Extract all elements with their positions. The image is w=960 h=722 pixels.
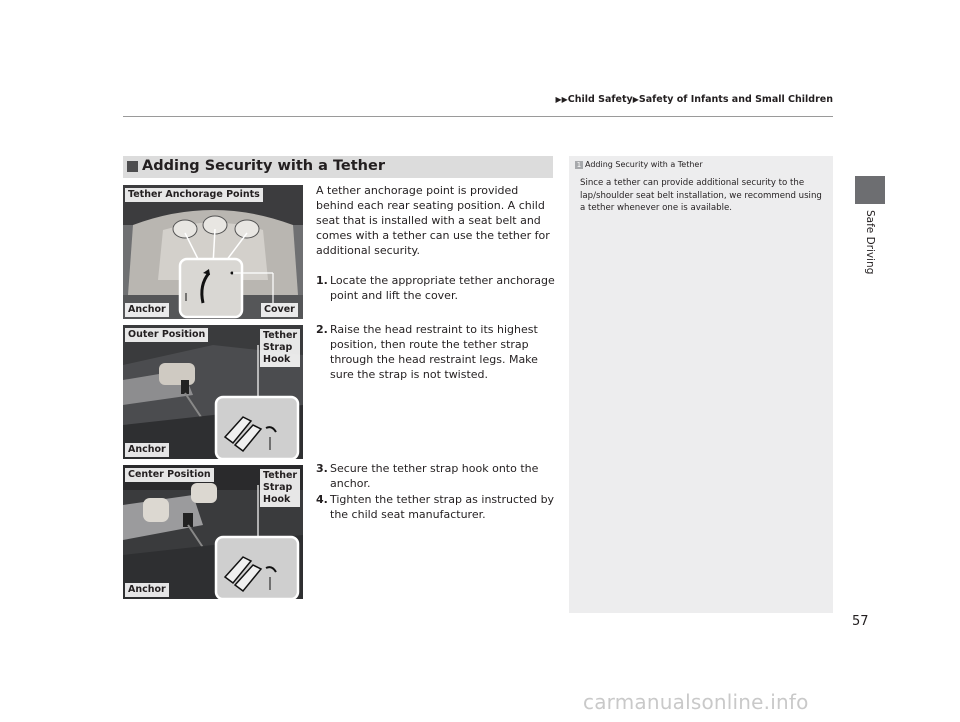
section-tab	[855, 176, 885, 204]
section-tab-label: Safe Driving	[864, 210, 876, 275]
step-text: Raise the head restraint to its highest position, then route the tether strap through the head restraint legs. Make sure the strap is not twisted.	[330, 323, 538, 381]
step-4	[316, 492, 556, 522]
breadcrumb-arrow-icon: ▶▶	[555, 95, 568, 104]
figure-outer-position	[123, 325, 303, 459]
breadcrumb-item-child-safety: Child Safety	[567, 94, 633, 105]
intro-paragraph: A tether anchorage point is provided behind each rear seating position. A child seat that is installed with a seat belt and comes with a tether can use the tether for additional security.	[316, 184, 550, 257]
figure-title: Outer Position	[125, 328, 208, 342]
figure-center-position	[123, 465, 303, 599]
breadcrumb-item-infants: Safety of Infants and Small Children	[638, 94, 833, 105]
note-title: 1 Adding Security with a Tether	[576, 160, 703, 169]
figure-label-tether-hook: Tether Strap Hook	[260, 469, 300, 507]
header-rule	[123, 116, 833, 117]
step-number: 3.	[316, 462, 328, 475]
section-title: Adding Security with a Tether	[142, 158, 385, 174]
page-number: 57	[852, 614, 869, 629]
step-3	[316, 461, 556, 491]
breadcrumb	[520, 94, 833, 105]
step-text: Locate the appropriate tether anchorage point and lift the cover.	[330, 274, 555, 302]
step-number: 4.	[316, 493, 328, 506]
note-panel	[569, 156, 833, 613]
figure-label-tether-hook: Tether Strap Hook	[260, 329, 300, 367]
figure-label-anchor: Anchor	[125, 583, 169, 597]
note-reference-icon: 1	[576, 160, 582, 169]
note-body: Since a tether can provide additional security to the lap/shoulder seat belt installation, we recommend using a tether whenever one is available.	[580, 178, 822, 213]
step-1	[316, 273, 556, 303]
figure-title: Center Position	[125, 468, 214, 482]
step-number: 1.	[316, 274, 328, 287]
step-2	[316, 322, 556, 382]
figure-title: Tether Anchorage Points	[125, 188, 263, 202]
step-text: Tighten the tether strap as instructed by the child seat manufacturer.	[330, 493, 555, 521]
figure-label-anchor: Anchor	[125, 303, 169, 317]
figure-anchorage-points	[123, 185, 303, 319]
heading-square-icon	[127, 161, 138, 172]
figure-label-cover: Cover	[261, 303, 298, 317]
breadcrumb-arrow-icon: ▶	[632, 95, 639, 104]
figure-label-anchor: Anchor	[125, 443, 169, 457]
section-heading	[123, 156, 553, 178]
watermark: carmanualsonline.info	[583, 690, 809, 714]
step-number: 2.	[316, 323, 328, 336]
step-text: Secure the tether strap hook onto the anchor.	[330, 462, 539, 490]
